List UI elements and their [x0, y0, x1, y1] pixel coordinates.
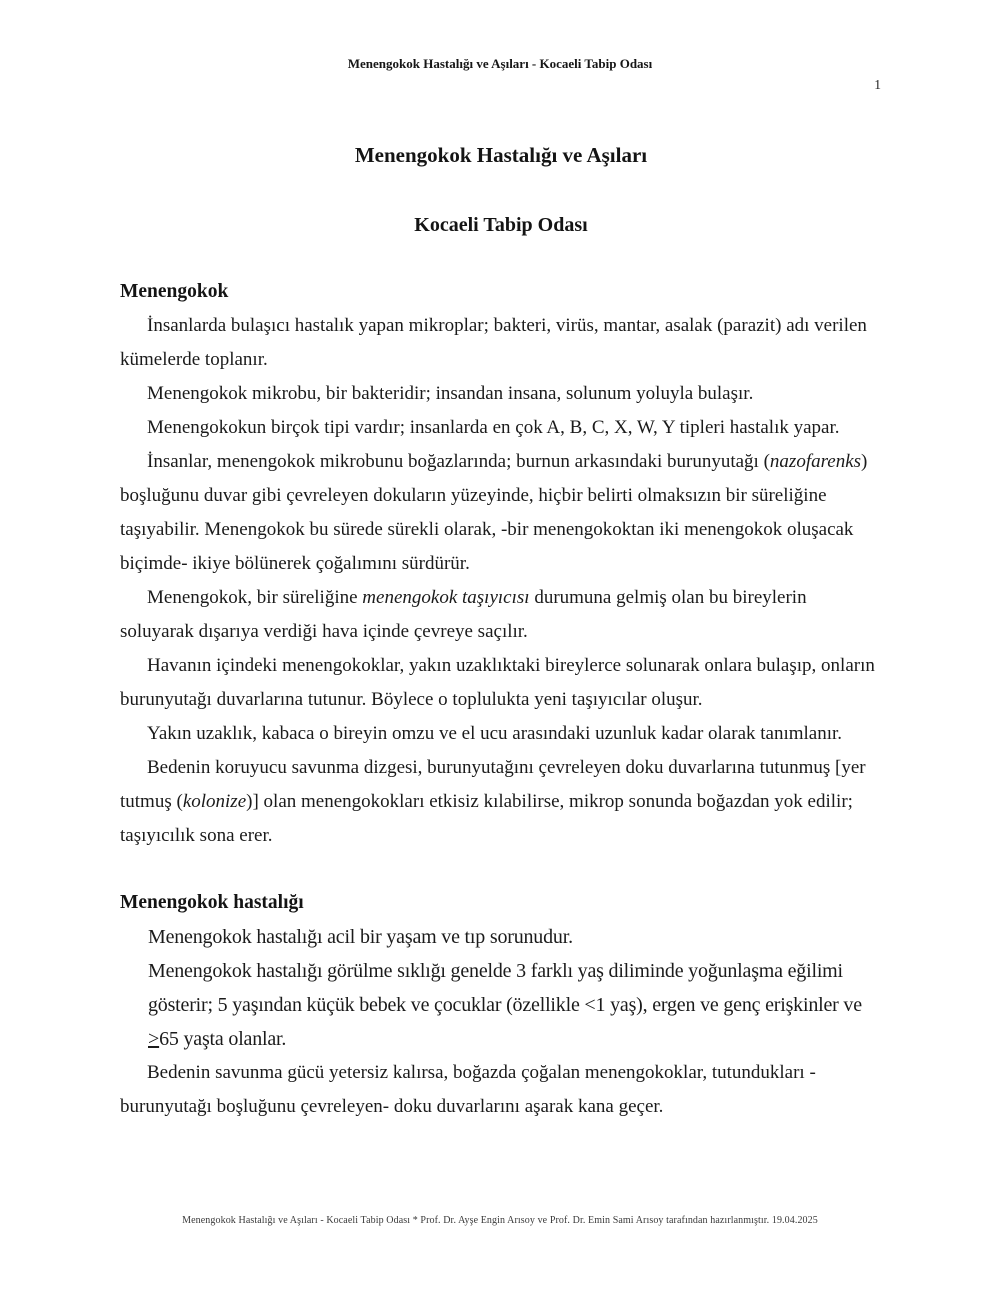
text-run: Menengokok hastalığı acil bir yaşam ve tıp sorunudur.: [148, 926, 573, 948]
page-number: 1: [874, 77, 881, 92]
text-run: Menengokokun birçok tipi vardır; insanlarda en çok A, B, C, X, W, Y tipleri hastalık yapar.: [147, 417, 840, 438]
text-run: kolonize: [182, 791, 247, 812]
paragraph: [120, 445, 882, 581]
document-title: Menengokok Hastalığı ve Aşıları: [354, 143, 648, 167]
paragraph: [148, 954, 882, 1056]
section-heading: Menengokok: [120, 281, 229, 302]
text-run: durumuna gelmiş olan bu bireylerin soluyarak dışarıya verdiği hava içinde çevreye saçılır.: [120, 587, 807, 642]
text-run: Menengokok mikrobu, bir bakteridir; insandan insana, solunum yoluyla bulaşır.: [147, 383, 754, 404]
paragraph: [120, 717, 882, 751]
paragraph: [120, 309, 882, 377]
paragraph: [120, 1056, 882, 1124]
text-run: Havanın içindeki menengokoklar, yakın uzaklıktaki bireylerce solunarak onlara bulaşıp, onların burunyutağı duvarlarına tutunur. Böylece o toplulukta yeni taşıyıcılar oluşur.: [120, 655, 875, 710]
paragraph: [120, 581, 882, 649]
paragraph: [120, 751, 882, 853]
text-run: )] olan menengokokları etkisiz kılabilirse, mikrop sonunda boğazdan yok edilir; taşıyıcılık sona erer.: [120, 791, 853, 846]
text-run: İnsanlarda bulaşıcı hastalık yapan mikroplar; bakteri, virüs, mantar, asalak (parazit) adı verilen kümelerde toplanır.: [120, 315, 867, 370]
paragraph: [148, 920, 882, 954]
document-subtitle: Kocaeli Tabip Odası: [414, 214, 588, 236]
text-run: Yakın uzaklık, kabaca o bireyin omzu ve el ucu arasındaki uzunluk kadar olarak tanımlanır.: [147, 723, 843, 744]
text-run: ) boşluğunu duvar gibi çevreleyen dokuların yüzeyinde, hiçbir belirti olmaksızın bir süreliğine taşıyabilir. Menengokok bu sürede sürekli olarak, -bir menengokoktan iki menengokok oluşacak biçimde- ikiye bölünerek çoğalımını sürdürür.: [120, 451, 868, 574]
text-run: Menengokok, bir süreliğine: [147, 587, 363, 608]
text-run: nazofarenks: [769, 451, 862, 472]
text-run: menengokok taşıyıcısı: [362, 587, 530, 608]
footer-note: Menengokok Hastalığı ve Aşıları - Kocaeli Tabip Odası * Prof. Dr. Ayşe Engin Arısoy ve Prof. Dr. Emin Sami Arısoy tarafından hazırlanmıştır. 19.04.2025: [182, 1215, 818, 1226]
section-paragraphs: [120, 309, 882, 853]
text-run: >: [148, 1028, 160, 1050]
section-menengokok: [120, 275, 882, 853]
section-heading: Menengokok hastalığı: [120, 892, 304, 913]
text-run: Bedenin koruyucu savunma dizgesi, burunyutağını çevreleyen doku duvarlarına tutunmuş [yer tutmuş (: [120, 757, 866, 812]
paragraph: [120, 411, 882, 445]
text-run: Menengokok hastalığı görülme sıklığı genelde 3 farklı yaş diliminde yoğunlaşma eğilimi gösterir; 5 yaşından küçük bebek ve çocuklar (özellikle <1 yaş), ergen ve genç erişkinler ve: [148, 960, 862, 1016]
section-paragraphs: [120, 920, 882, 1124]
document-body: [120, 0, 882, 1124]
text-run: İnsanlar, menengokok mikrobunu boğazlarında; burnun arkasındaki burunyutağı (: [147, 451, 770, 472]
paragraph: [120, 649, 882, 717]
section-menengokok-hastaligi: [120, 886, 882, 1124]
paragraph: [120, 377, 882, 411]
running-header: Menengokok Hastalığı ve Aşıları - Kocaeli Tabip Odası: [347, 56, 653, 71]
text-run: 65 yaşta olanlar.: [159, 1028, 287, 1050]
text-run: Bedenin savunma gücü yetersiz kalırsa, boğazda çoğalan menengokoklar, tutundukları - burunyutağı boşluğunu çevreleyen- doku duvarlarını aşarak kana geçer.: [120, 1062, 816, 1117]
